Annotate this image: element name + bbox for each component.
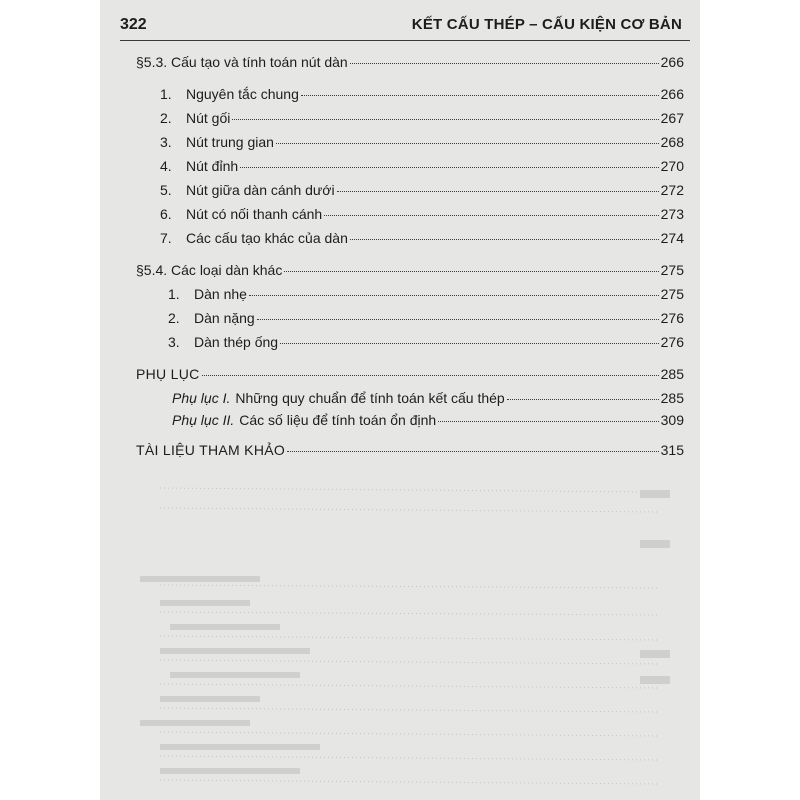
toc-item-number: 2.	[160, 110, 172, 126]
toc-item-title: Dàn nặng	[194, 310, 255, 326]
toc-section-5-4	[136, 262, 684, 284]
leader-dots	[232, 118, 658, 120]
leader-dots	[257, 318, 659, 320]
leader-dots	[438, 420, 658, 422]
toc-item-number: 1.	[168, 286, 180, 302]
toc-item	[160, 158, 684, 180]
toc-references-title: TÀI LIỆU THAM KHẢO	[136, 442, 286, 458]
leader-dots	[280, 342, 659, 344]
leader-dots	[284, 270, 658, 272]
toc-item	[168, 286, 684, 308]
running-title: KẾT CẤU THÉP – CẤU KIỆN CƠ BẢN	[411, 16, 682, 33]
toc-item-title: Nút đỉnh	[186, 158, 239, 174]
toc-page-number: 272	[660, 182, 684, 198]
toc-page-number: 275	[660, 286, 684, 302]
toc-item-number: 5.	[160, 182, 172, 198]
toc-page-number: 285	[660, 390, 684, 406]
leader-dots	[240, 166, 658, 168]
toc-item-number: 1.	[160, 86, 172, 102]
toc-page-number: 273	[660, 206, 684, 222]
toc-section-title: §5.4. Các loại dàn khác	[136, 262, 283, 278]
toc-appendix-item	[172, 390, 684, 412]
toc-item	[160, 182, 684, 204]
leader-dots	[249, 294, 659, 296]
book-page	[100, 0, 700, 800]
page-number: 322	[120, 16, 147, 33]
toc-item	[160, 206, 684, 228]
toc-page-number: 266	[660, 54, 684, 70]
toc-item-title: Các cấu tạo khác của dàn	[186, 230, 348, 246]
leader-dots	[507, 398, 659, 400]
toc-references	[136, 442, 684, 464]
toc-item-title: Dàn nhẹ	[194, 286, 247, 302]
toc-page-number: 285	[660, 366, 684, 382]
toc-item-title: Nút trung gian	[186, 134, 274, 150]
toc-item	[168, 334, 684, 356]
leader-dots	[287, 450, 659, 452]
toc-item	[160, 110, 684, 132]
toc-item-number: 2.	[168, 310, 180, 326]
toc-item-number: 4.	[160, 158, 172, 174]
appendix-label: Phụ lục II.	[172, 412, 235, 428]
leader-dots	[350, 62, 659, 64]
leader-dots	[202, 374, 659, 376]
toc-item-title: Nút gối	[186, 110, 231, 126]
table-of-contents	[100, 0, 700, 800]
toc-page-number: 275	[660, 262, 684, 278]
toc-page-number: 268	[660, 134, 684, 150]
leader-dots	[301, 94, 659, 96]
toc-item	[160, 134, 684, 156]
toc-item-number: 7.	[160, 230, 172, 246]
toc-section-title: §5.3. Cấu tạo và tính toán nút dàn	[136, 54, 348, 70]
toc-page-number: 266	[660, 86, 684, 102]
toc-page-number: 276	[660, 310, 684, 326]
leader-dots	[324, 214, 658, 216]
toc-item	[168, 310, 684, 332]
toc-appendix-item	[172, 412, 684, 434]
leader-dots	[276, 142, 659, 144]
toc-page-number: 270	[660, 158, 684, 174]
toc-item-title: Dàn thép ống	[194, 334, 279, 350]
toc-section-5-3	[136, 54, 684, 76]
toc-appendix	[136, 366, 684, 388]
leader-dots	[337, 190, 659, 192]
toc-item-title: Nguyên tắc chung	[186, 86, 299, 102]
toc-appendix-title: PHỤ LỤC	[136, 366, 200, 382]
toc-item-title: Các số liệu để tính toán ổn định	[239, 412, 437, 428]
toc-item-number: 6.	[160, 206, 172, 222]
toc-page-number: 267	[660, 110, 684, 126]
leader-dots	[350, 238, 659, 240]
appendix-label: Phụ lục I.	[172, 390, 231, 406]
toc-item	[160, 86, 684, 108]
toc-item-number: 3.	[160, 134, 172, 150]
toc-page-number: 274	[660, 230, 684, 246]
toc-item-title: Nút giữa dàn cánh dưới	[186, 182, 335, 198]
toc-item-title: Những quy chuẩn để tính toán kết cấu thép	[235, 390, 505, 406]
toc-item-title: Nút có nối thanh cánh	[186, 206, 323, 222]
toc-page-number: 315	[660, 442, 684, 458]
toc-page-number: 276	[660, 334, 684, 350]
toc-item-number: 3.	[168, 334, 180, 350]
toc-item	[160, 230, 684, 252]
toc-page-number: 309	[660, 412, 684, 428]
